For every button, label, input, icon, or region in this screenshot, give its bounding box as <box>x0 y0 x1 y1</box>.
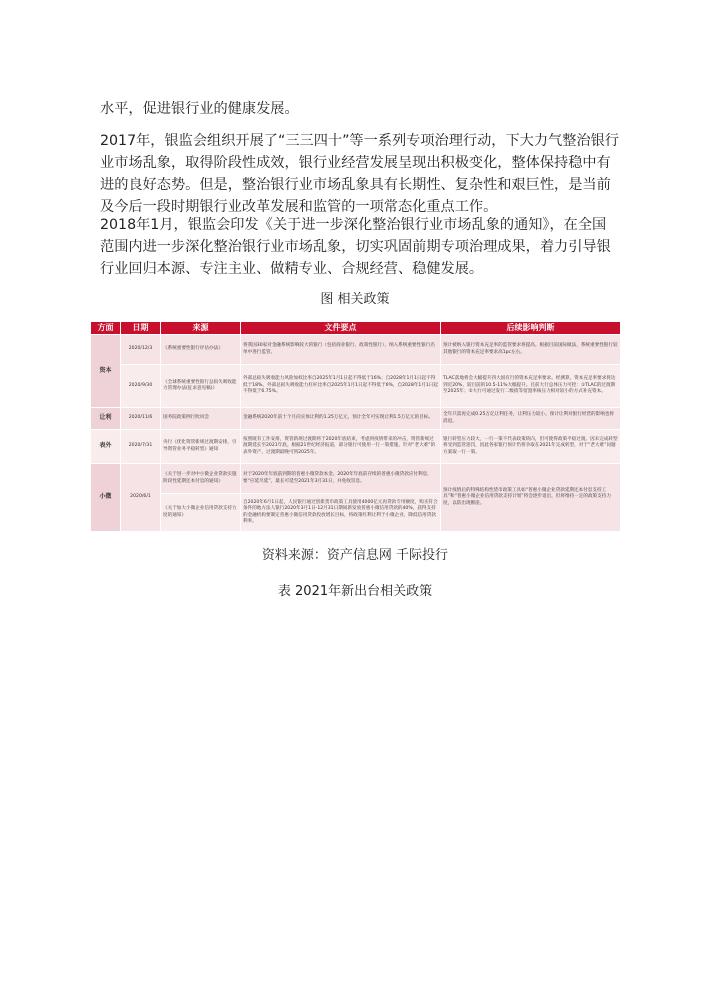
paragraph-3: 2018年1月，银监会印发《关于进一步深化整治银行业市场乱象的通知》，在全国范围内进一步深化整治银行业市场乱象，切实巩固前期专项治理成果，着力引导银行业回归本源、专注主业、做精专业、合规经营、稳健发展。 <box>100 217 611 277</box>
date-cell: 2020/11/6 <box>121 408 161 430</box>
points-cell: 外部总损失吸收能力风险加权比率自2025年1月1日起不得低于16%；自2028年1月1日起不得低于18%。外部总损失吸收能力杠杆比率自2025年1月1日起不得低于6%，自2028年1月1日起不得低于6.75%。 <box>241 365 441 408</box>
table-row <box>91 335 621 365</box>
date-cell: 2020/6/1 <box>121 464 161 532</box>
aspect-cell: 让利 <box>91 408 121 430</box>
impact-cell: 银行转型压力较大，一行一策不代表政策转向，但可使得政策平稳过渡。因未完成转型将受到监管惩罚，因此各家银行预计仍将争取在2021年完成转型，对于“老大难”问题方案取一行一策。 <box>441 430 621 464</box>
impact-cell: 预计疫情后的特殊结构性货币政策工具如“普惠小微企业贷款延期还本付息支持工具”和“普惠小微企业信用贷款支持计划”将会逐步退出，但将维持一定的政策支持力度，以防出现断崖。 <box>441 464 621 532</box>
aspect-cell: 资本 <box>91 335 121 408</box>
table-row <box>91 430 621 464</box>
header-date: 日期 <box>121 322 161 335</box>
header-source: 来源 <box>161 322 241 335</box>
header-aspect: 方面 <box>91 322 121 335</box>
source-line: 资料来源：资产信息网 千际投行 <box>261 548 449 563</box>
policy-table <box>90 321 620 532</box>
date-cell: 2020/12/3 <box>121 335 161 365</box>
source-cell: 《全球系统重要性银行总损失吸收能力管理办法(征求意见稿)》 <box>161 365 241 408</box>
points-cell: 金融系统2020年前十个月向实体让利约1.25万亿元，预计全年可实现让利1.5万亿元的目标。 <box>241 408 441 430</box>
points-cell: 对于2020年年底前到期的普惠小微贷款本金、2020年年底前存续的普惠小微贷款应付利息，要“应延尽延”，最长可延至2021年3月31日，并免收罚息。 <box>241 464 441 494</box>
impact-cell: TLAC落地将会大幅提升四大国有行的资本充足率要求。经测算，资本充足率要求将达到近20%，较目前的10.5-11%大幅提升。目前大行总体压力可控：①TLAC的过渡期至2025年；②大行可通过发行二级债等留置率核压力相对较小的方式补充资本。 <box>441 365 621 408</box>
header-points: 文件要点 <box>241 322 441 335</box>
table-header-row <box>91 322 621 335</box>
aspect-cell: 小微 <box>91 464 121 532</box>
table-row <box>91 408 621 430</box>
figure-caption: 图 相关政策 <box>320 292 390 307</box>
table-row <box>91 464 621 494</box>
points-cell: 将我国30家对金融系统影响较大的银行（包括商业银行、政策性银行），纳入系统重要性银行名单中进行监管。 <box>241 335 441 365</box>
source-cell: 《系统重要性银行评估办法》 <box>161 335 241 365</box>
impact-cell: 预计被纳入银行资本充足率的监管要求将提高。根据目前国际做法，系统重要性银行较其他银行的资本充足率要求高1pc左右。 <box>441 335 621 365</box>
policy-table-image <box>90 321 620 532</box>
source-cell: 《关于进一步对中小微企业贷款实施阶段性延期还本付息的通知》 <box>161 464 241 494</box>
points-cell: 自2020年6月1日起，人民银行通过创新货币政策工具使用4000亿元再贷款专用额度，购买符合条件的地方法人银行2020年3月1日-12月31日期间新发放普惠小微信用贷款的40%，获得支持的金融机构要制定普惠小微信用贷款投放增长目标，将政策红利让利于小微企业，降低信用贷款利率。 <box>241 494 441 532</box>
paragraph-1: 水平，促进银行业的健康发展。 <box>100 101 299 117</box>
points-cell: 按照既有工作安排，资管新规过渡期将于2020年底结束，考虑到疫情带来的冲击，资管新规过渡期延长至2021年底。根据21世纪经济报道，部分银行可使用一行一策措施，针对“老大难”的表外资产，过渡期最晚可到2025年。 <box>241 430 441 464</box>
impact-cell: 全年只需再完成0.25万亿让利任务，让利压力较小。预计让利对银行经营的影响也将消退。 <box>441 408 621 430</box>
date-cell: 2020/7/31 <box>121 430 161 464</box>
aspect-cell: 表外 <box>91 430 121 464</box>
table-caption: 表 2021年新出台相关政策 <box>277 584 433 599</box>
paragraph-2: 2017年，银监会组织开展了“三三四十”等一系列专项治理行动，下大力气整治银行业市场乱象，取得阶段性成效，银行业经营发展呈现出积极变化，整体保持稳中有进的良好态势。但是，整治银行业市场乱象具有长期性、复杂性和艰巨性，是当前及今后一段时期银行业改革发展和监管的一项常态化重点工作。 <box>100 133 619 215</box>
table-row <box>91 365 621 408</box>
header-impact: 后续影响判断 <box>441 322 621 335</box>
date-cell: 2020/9/30 <box>121 365 161 408</box>
source-cell: 国务院政策例行吹风会 <box>161 408 241 430</box>
source-cell: 央行《优化资管新规过渡期安排，引导资管业务平稳转型》通知 <box>161 430 241 464</box>
source-cell: 《关于加大小微企业信用贷款支持力度的通知》 <box>161 494 241 532</box>
